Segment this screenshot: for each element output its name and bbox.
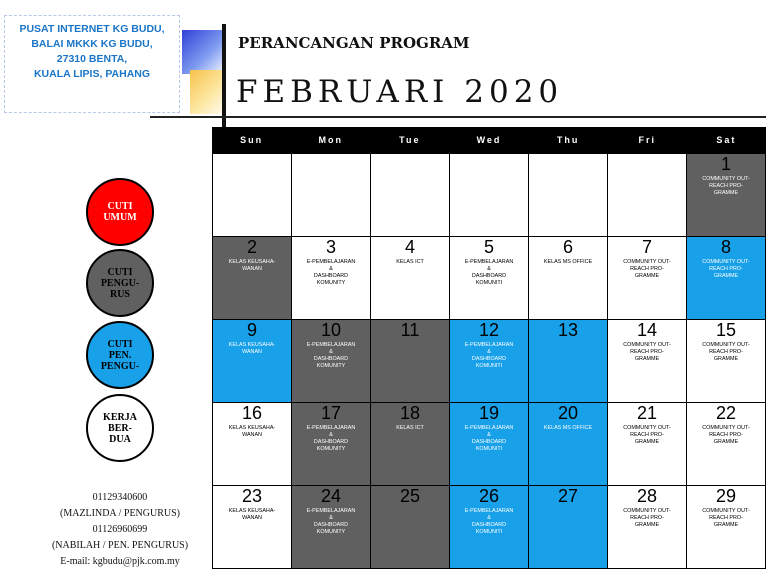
calendar-day-cell — [450, 403, 529, 486]
day-number: 16 — [241, 403, 263, 423]
day-event: COMMUNITY OUT- REACH PRO- GRAMME — [702, 508, 750, 528]
calendar-day-cell — [608, 486, 687, 569]
day-number: 3 — [325, 237, 336, 257]
contact-info — [40, 490, 200, 570]
organization-address — [4, 15, 180, 113]
calendar-day-cell — [213, 237, 292, 320]
calendar-day-cell — [529, 320, 608, 403]
legend-label: CUTI UMUM — [103, 201, 137, 223]
day-number: 7 — [641, 237, 652, 257]
decorative-yellow-square — [190, 70, 224, 114]
horizontal-divider — [150, 116, 766, 118]
day-event: E-PEMBELAJARAN & DASHBOARD KOMUNITI — [464, 342, 514, 369]
day-event: KELAS KEUSAHA- WANAN — [228, 342, 276, 355]
calendar-day-cell — [371, 237, 450, 320]
contact-name: (NABILAH / PEN. PENGURUS) — [51, 540, 189, 551]
weekday-label: Mon — [318, 135, 343, 145]
calendar-day-cell — [213, 320, 292, 403]
legend-cuti-pengurus — [86, 249, 154, 317]
day-number: 4 — [404, 237, 415, 257]
legend-cuti-umum — [86, 178, 154, 246]
calendar-day-cell — [213, 403, 292, 486]
day-event: E-PEMBELAJARAN & DASHBOARD KOMUNITY — [306, 259, 356, 286]
day-number: 18 — [399, 403, 421, 423]
program-title: PERANCANGAN PROGRAM — [238, 34, 470, 52]
day-number: 8 — [720, 237, 731, 257]
weekday-label: Fri — [638, 135, 657, 145]
calendar-day-cell — [687, 320, 766, 403]
day-number: 11 — [400, 320, 420, 340]
org-line: PUSAT INTERNET KG BUDU, — [19, 23, 165, 35]
day-event: COMMUNITY OUT- REACH PRO- GRAMME — [623, 259, 671, 279]
decorative-blue-square — [182, 30, 222, 74]
day-number: 15 — [715, 320, 737, 340]
contact-email: E-mail: kgbudu@pjk.com.my — [60, 556, 180, 567]
calendar-grid — [212, 153, 766, 569]
day-event: E-PEMBELAJARAN & DASHBOARD KOMUNITI — [464, 508, 514, 535]
calendar-day-cell — [371, 403, 450, 486]
legend-cuti-pen-pengurus — [86, 321, 154, 389]
weekday-label: Sun — [240, 135, 264, 145]
month-title: FEBRUARI 2020 — [236, 74, 564, 110]
day-number: 23 — [241, 486, 263, 506]
day-number: 20 — [557, 403, 579, 423]
calendar-day-cell — [371, 154, 450, 237]
day-event: COMMUNITY OUT- REACH PRO- GRAMME — [702, 259, 750, 279]
calendar-day-cell — [450, 486, 529, 569]
weekday-label: Sat — [716, 135, 737, 145]
day-number: 29 — [715, 486, 737, 506]
day-event: E-PEMBELAJARAN & DASHBOARD KOMUNITY — [306, 342, 356, 369]
day-event: E-PEMBELAJARAN & DASHBOARD KOMUNITI — [464, 259, 514, 286]
calendar-day-cell — [687, 237, 766, 320]
day-number: 13 — [557, 320, 579, 340]
day-event: COMMUNITY OUT- REACH PRO- GRAMME — [702, 342, 750, 362]
calendar-day-cell — [292, 320, 371, 403]
calendar-day-cell — [529, 237, 608, 320]
org-line: BALAI MKKK KG BUDU, — [31, 38, 153, 50]
calendar-day-cell — [213, 154, 292, 237]
day-event: COMMUNITY OUT- REACH PRO- GRAMME — [623, 342, 671, 362]
day-event: COMMUNITY OUT- REACH PRO- GRAMME — [623, 508, 671, 528]
calendar-day-cell — [529, 403, 608, 486]
day-number: 1 — [720, 154, 731, 174]
calendar-day-cell — [608, 237, 687, 320]
weekday-label: Tue — [399, 135, 421, 145]
day-number: 10 — [320, 320, 342, 340]
day-number: 14 — [636, 320, 658, 340]
day-number: 28 — [636, 486, 658, 506]
day-number: 21 — [636, 403, 658, 423]
day-event: KELAS KEUSAHA- WANAN — [228, 259, 276, 272]
day-number: 26 — [478, 486, 500, 506]
calendar-day-cell — [608, 154, 687, 237]
day-event: COMMUNITY OUT- REACH PRO- GRAMME — [623, 425, 671, 445]
day-number: 6 — [562, 237, 573, 257]
weekday-label: Wed — [476, 135, 502, 145]
calendar-day-cell — [608, 320, 687, 403]
day-number: 9 — [246, 320, 257, 340]
day-number: 19 — [478, 403, 500, 423]
day-event: COMMUNITY OUT- REACH PRO- GRAMME — [702, 425, 750, 445]
calendar-day-cell — [213, 486, 292, 569]
day-event: KELAS ICT — [396, 259, 424, 265]
calendar-day-cell — [687, 154, 766, 237]
calendar-day-cell — [292, 403, 371, 486]
legend-label: CUTI PEN. PENGU- — [100, 338, 140, 372]
day-number: 25 — [399, 486, 421, 506]
calendar-day-cell — [687, 486, 766, 569]
calendar-day-cell — [529, 154, 608, 237]
contact-phone: 01129340600 — [92, 492, 148, 503]
calendar-day-cell — [608, 403, 687, 486]
calendar-day-cell — [450, 237, 529, 320]
legend-label: CUTI PENGU- RUS — [100, 266, 140, 300]
calendar-day-cell — [687, 403, 766, 486]
day-event: KELAS KEUSAHA- WANAN — [228, 425, 276, 438]
day-event: KELAS MS OFFICE — [543, 259, 593, 265]
day-number: 12 — [478, 320, 500, 340]
weekday-label: Thu — [556, 135, 580, 145]
day-number: 27 — [557, 486, 579, 506]
org-line: 27310 BENTA, — [56, 53, 128, 65]
day-event: COMMUNITY OUT- REACH PRO- GRAMME — [702, 176, 750, 196]
calendar-day-cell — [450, 154, 529, 237]
day-number: 2 — [246, 237, 257, 257]
org-line: KUALA LIPIS, PAHANG — [33, 68, 151, 80]
contact-phone: 01126960699 — [92, 524, 148, 535]
legend-label: KERJA BER- DUA — [103, 411, 137, 445]
calendar-day-cell — [371, 486, 450, 569]
day-event: KELAS MS OFFICE — [543, 425, 593, 431]
day-event: KELAS KEUSAHA- WANAN — [228, 508, 276, 521]
calendar — [212, 127, 766, 569]
day-event: E-PEMBELAJARAN & DASHBOARD KOMUNITY — [306, 425, 356, 452]
vertical-divider — [222, 24, 226, 130]
calendar-day-cell — [529, 486, 608, 569]
calendar-day-cell — [292, 237, 371, 320]
day-event: KELAS ICT — [396, 425, 424, 431]
day-number: 24 — [320, 486, 342, 506]
calendar-day-cell — [371, 320, 450, 403]
day-event: E-PEMBELAJARAN & DASHBOARD KOMUNITY — [306, 508, 356, 535]
calendar-day-cell — [292, 486, 371, 569]
contact-name: (MAZLINDA / PENGURUS) — [60, 508, 180, 519]
calendar-day-cell — [292, 154, 371, 237]
day-number: 17 — [320, 403, 342, 423]
day-number: 22 — [715, 403, 737, 423]
calendar-day-cell — [450, 320, 529, 403]
day-number: 5 — [483, 237, 494, 257]
weekday-header — [212, 127, 766, 153]
legend-kerja-berdua — [86, 394, 154, 462]
day-event: E-PEMBELAJARAN & DASHBOARD KOMUNITI — [464, 425, 514, 452]
